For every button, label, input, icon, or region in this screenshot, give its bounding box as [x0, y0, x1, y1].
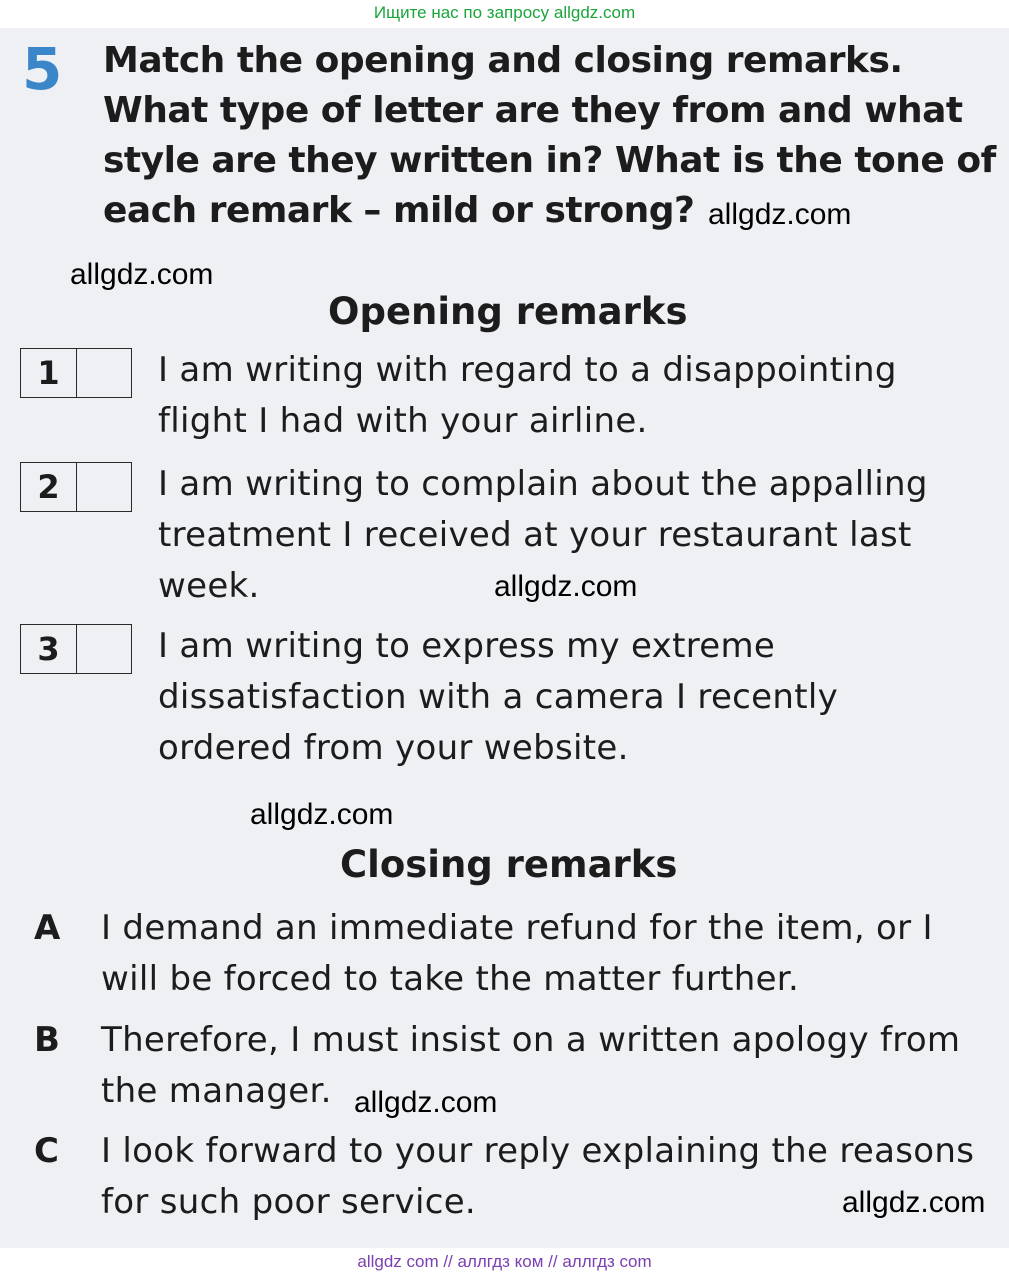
- text-line: will be forced to take the matter further.: [101, 959, 800, 999]
- opening-item-text: [158, 345, 998, 447]
- watermark-text: allgdz.com: [494, 570, 638, 603]
- answer-field[interactable]: [77, 463, 131, 511]
- opening-remarks-heading: Opening remarks: [328, 290, 688, 333]
- text-line: I am writing with regard to a disappointing: [158, 350, 897, 390]
- text-line: Therefore, I must insist on a written apology from: [101, 1020, 961, 1060]
- instruction-line: each remark – mild or strong?: [103, 190, 695, 231]
- text-line: I look forward to your reply explaining the reasons: [101, 1131, 975, 1171]
- watermark-text: allgdz.com: [250, 798, 394, 831]
- bottom-banner-link[interactable]: allgdz com // аллгдз ком // аллгдз com: [357, 1252, 652, 1271]
- answer-box: [20, 624, 132, 674]
- item-letter: A: [34, 908, 61, 948]
- closing-remarks-heading: Closing remarks: [340, 843, 678, 886]
- text-line: I am writing to express my extreme: [158, 626, 776, 666]
- answer-box: [20, 462, 132, 512]
- watermark-text: allgdz.com: [708, 198, 852, 231]
- text-line: flight I had with your airline.: [158, 401, 648, 441]
- answer-field[interactable]: [77, 625, 131, 673]
- text-line: the manager.: [101, 1071, 332, 1111]
- watermark-text: allgdz.com: [70, 258, 214, 291]
- watermark-text: allgdz.com: [842, 1186, 986, 1219]
- closing-item-text: [101, 903, 996, 1005]
- text-line: dissatisfaction with a camera I recently: [158, 677, 839, 717]
- text-line: I demand an immediate refund for the item, or I: [101, 908, 933, 948]
- exercise-instruction: [103, 36, 996, 236]
- text-line: I am writing to complain about the appalling: [158, 464, 928, 504]
- item-number: 1: [21, 349, 77, 397]
- closing-item-text: [101, 1015, 996, 1117]
- top-banner-link[interactable]: Ищите нас по запросу allgdz.com: [373, 3, 636, 22]
- item-letter: C: [34, 1131, 59, 1171]
- instruction-line: style are they written in? What is the tone of: [103, 140, 996, 181]
- instruction-line: Match the opening and closing remarks.: [103, 40, 903, 81]
- item-number: 2: [21, 463, 77, 511]
- opening-item-text: [158, 621, 998, 774]
- item-number: 3: [21, 625, 77, 673]
- exercise-number: 5: [22, 35, 63, 103]
- text-line: for such poor service.: [101, 1182, 477, 1222]
- watermark-text: allgdz.com: [354, 1086, 498, 1119]
- item-letter: B: [34, 1020, 60, 1060]
- text-line: treatment I received at your restaurant last: [158, 515, 912, 555]
- text-line: ordered from your website.: [158, 728, 629, 768]
- answer-field[interactable]: [77, 349, 131, 397]
- text-line: week.: [158, 566, 260, 606]
- instruction-line: What type of letter are they from and what: [103, 90, 963, 131]
- answer-box: [20, 348, 132, 398]
